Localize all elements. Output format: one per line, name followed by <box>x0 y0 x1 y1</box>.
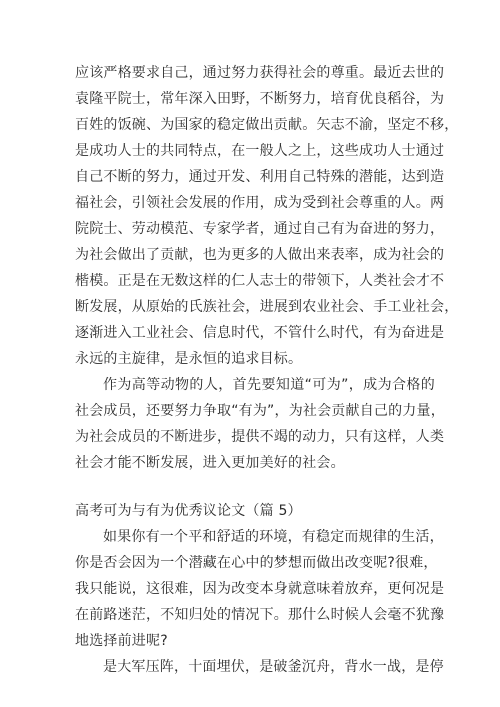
text-line: 社会成员，还要努力争取“有为”，为社会贡献自己的力量， <box>75 403 445 419</box>
text-line: 断发展，从原始的氏族社会，进展到农业社会、手工业社会， <box>75 299 459 315</box>
text-line: 作为高等动物的人，首先要知道“可为”，成为合格的 <box>103 377 435 393</box>
text-line: 袁隆平院士，常年深入田野，不断努力，培育优良稻谷，为 <box>75 91 445 107</box>
text-line: 逐渐进入工业社会、信息时代，不管什么时代，有为奋进是 <box>75 325 445 341</box>
text-line: 为社会做出了贡献，也为更多的人做出来表率，成为社会的 <box>75 247 445 263</box>
text-line: 永远的主旋律，是永恒的追求目标。 <box>75 351 303 367</box>
text-line: 是成功人士的共同特点，在一般人之上，这些成功人士通过 <box>75 143 445 159</box>
text-line: 百姓的饭碗、为国家的稳定做出贡献。矢志不渝，坚定不移， <box>75 117 459 133</box>
text-line: 你是否会因为一个潜藏在心中的梦想而做出改变呢?很难， <box>75 555 438 571</box>
text-line: 楷模。正是在无数这样的仁人志士的带领下，人类社会才不 <box>75 273 445 289</box>
text-line: 我只能说，这很难，因为改变本身就意味着放弃，更何况是 <box>75 581 445 597</box>
text-line: 自己不断的努力，通过开发、利用自己特殊的潜能，达到造 <box>75 169 445 185</box>
text-line: 院院士、劳动模范、专家学者，通过自己有为奋进的努力， <box>75 221 445 237</box>
text-line: 是大军压阵，十面埋伏，是破釜沉舟，背水一战，是停 <box>103 659 444 675</box>
text-line: 在前路迷茫，不知归处的情况下。那什么时候人会毫不犹豫 <box>75 607 445 623</box>
text-line: 福社会，引领社会发展的作用，成为受到社会尊重的人。两 <box>75 195 445 211</box>
section-heading: 高考可为与有为优秀议论文（篇 5） <box>75 503 302 519</box>
text-line: 如果你有一个平和舒适的环境，有稳定而规律的生活， <box>103 529 444 545</box>
text-line: 社会才能不断发展，进入更加美好的社会。 <box>75 455 345 471</box>
text-line: 应该严格要求自己，通过努力获得社会的尊重。最近去世的 <box>75 65 445 81</box>
text-line: 为社会成员的不断进步，提供不竭的动力，只有这样，人类 <box>75 429 445 445</box>
text-line: 地选择前进呢? <box>75 633 168 649</box>
